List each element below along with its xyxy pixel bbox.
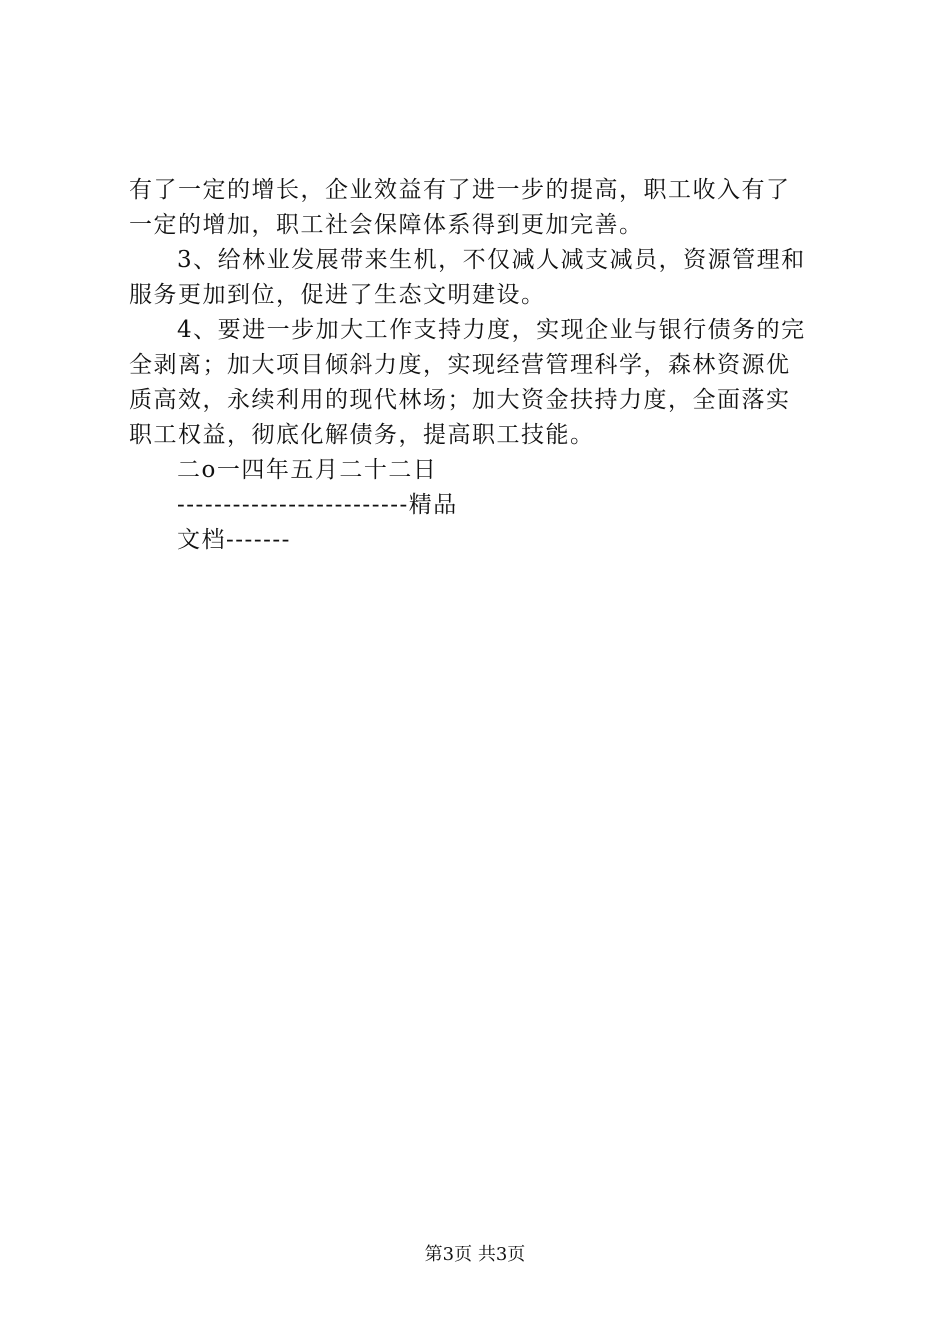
watermark-line: 文档------- bbox=[177, 527, 291, 553]
paragraph-4-line: 4、要进一步加大工作支持力度，实现企业与银行债务的完 bbox=[177, 317, 806, 343]
document-body bbox=[129, 173, 833, 558]
watermark-line: -------------------------精品 bbox=[177, 492, 458, 518]
paragraph-line: 质高效，永续利用的现代林场；加大资金扶持力度，全面落实 bbox=[129, 387, 791, 413]
date-line: 二o一四年五月二十二日 bbox=[177, 457, 438, 483]
paragraph-line: 服务更加到位，促进了生态文明建设。 bbox=[129, 282, 546, 308]
paragraph-line: 有了一定的增长，企业效益有了进一步的提高，职工收入有了 bbox=[129, 177, 791, 203]
paragraph-line: 职工权益，彻底化解债务，提高职工技能。 bbox=[129, 422, 595, 448]
paragraph-line: 一定的增加，职工社会保障体系得到更加完善。 bbox=[129, 212, 644, 238]
paragraph-line: 全剥离；加大项目倾斜力度，实现经营管理科学，森林资源优 bbox=[129, 352, 791, 378]
paragraph-3-line: 3、给林业发展带来生机，不仅减人减支减员，资源管理和 bbox=[177, 247, 806, 273]
page-footer: 第3页 共3页 bbox=[424, 1244, 526, 1265]
